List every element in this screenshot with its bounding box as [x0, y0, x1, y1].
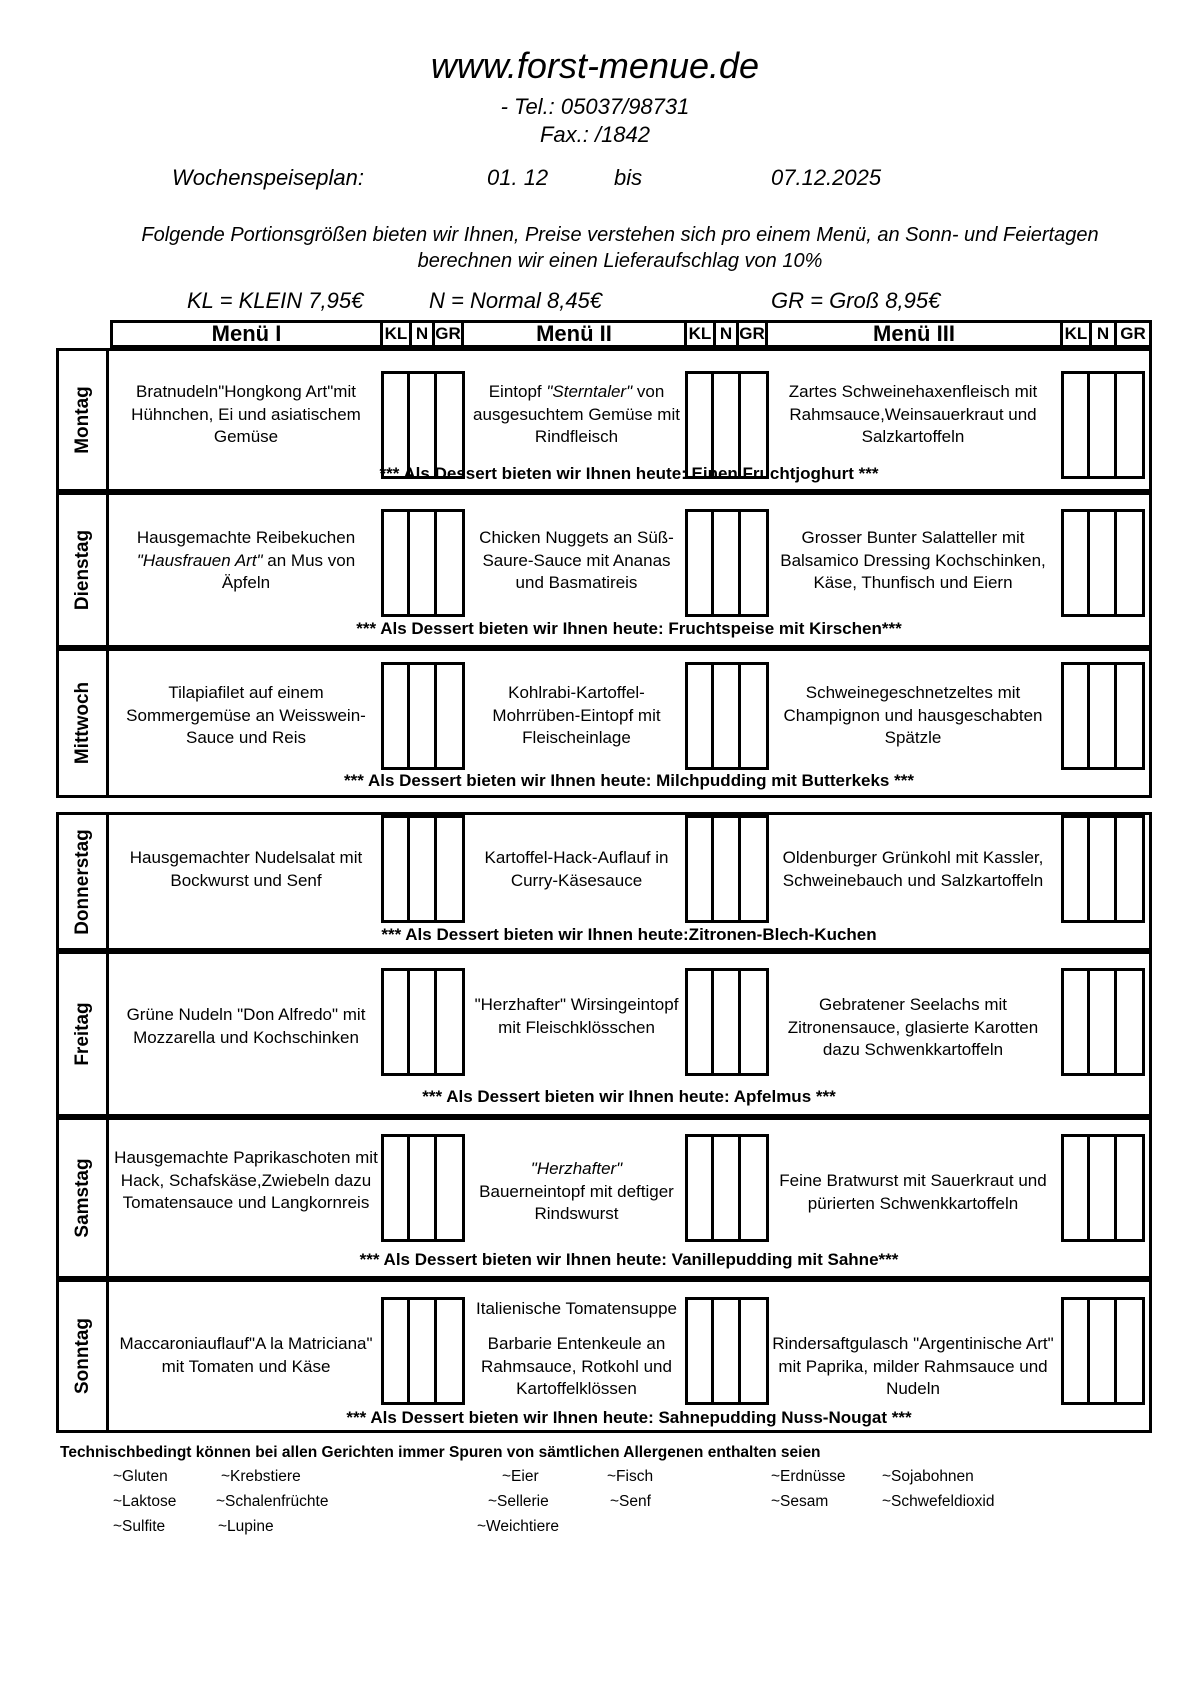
day-row-donnerstag [56, 812, 1152, 951]
allergen-item: ~Sellerie [488, 1493, 549, 1510]
order-boxes-menu1[interactable] [381, 968, 465, 1076]
menu1-dish: Hausgemachte Reibekuchen "Hausfrauen Art" an Mus von Äpfeln [136, 528, 356, 592]
price-klein: KL = KLEIN 7,95€ [187, 288, 364, 313]
website-title: www.forst-menue.de [430, 45, 760, 86]
order-boxes-menu3[interactable] [1061, 371, 1145, 479]
menu2-dish: Chicken Nuggets an Süß-Saure-Sauce mit Ananas und Basmatireis [479, 528, 674, 592]
kl-header: KL [688, 324, 712, 343]
gr-header: GR [435, 324, 461, 343]
order-boxes-menu2[interactable] [685, 1134, 769, 1242]
allergen-item: ~Schalenfrüchte [216, 1493, 329, 1510]
day-label-cell [59, 1282, 109, 1430]
order-boxes-menu2[interactable] [685, 815, 769, 923]
order-boxes-menu1[interactable] [381, 509, 465, 617]
day-name: Donnerstag [71, 828, 93, 935]
menu2-dish: Eintopf "Sterntaler" von ausgesuchtem Gemüse mit Rindfleisch [473, 382, 680, 446]
allergen-item: ~Sesam [771, 1493, 829, 1510]
menu1-dish: Grüne Nudeln "Don Alfredo" mit Mozzarella und Kochschinken [126, 1005, 366, 1047]
day-name: Sonntag [71, 1318, 93, 1394]
day-label-cell [59, 495, 109, 645]
order-boxes-menu1[interactable] [381, 1134, 465, 1242]
allergen-item: ~Weichtiere [477, 1518, 559, 1535]
dessert-line: *** Als Dessert bieten wir Ihnen heute: Fruchtspeise mit Kirschen*** [356, 619, 902, 638]
n-header: N [1096, 324, 1110, 343]
order-boxes-menu2[interactable] [685, 968, 769, 1076]
kl-header: KL [384, 324, 408, 343]
dessert-line: *** Als Dessert bieten wir Ihnen heute: Einen Fruchtjoghurt *** [379, 464, 879, 483]
day-row-sonntag [56, 1279, 1152, 1433]
order-boxes-menu1[interactable] [381, 371, 465, 479]
day-label-cell [59, 1120, 109, 1276]
menu2-dish: "Herzhafter" Wirsingeintopf mit Fleischklösschen [474, 995, 679, 1037]
order-boxes-menu2[interactable] [685, 1297, 769, 1405]
price-gross: GR = Groß 8,95€ [771, 288, 941, 313]
menu2-dish: Kohlrabi-Kartoffel-Mohrrüben-Eintopf mit Fleischeinlage [492, 683, 661, 747]
n-header: N [719, 324, 733, 343]
day-name: Mittwoch [71, 681, 93, 765]
day-label-cell [59, 815, 109, 948]
day-name: Montag [71, 386, 93, 454]
allergen-item: ~Laktose [113, 1493, 177, 1510]
day-name: Samstag [71, 1158, 93, 1238]
allergen-item: ~Fisch [607, 1468, 654, 1485]
menu3-dish: Feine Bratwurst mit Sauerkraut und pürierten Schwenkkartoffeln [779, 1171, 1047, 1213]
order-boxes-menu3[interactable] [1061, 509, 1145, 617]
gr-header: GR [1120, 324, 1146, 343]
dessert-line: *** Als Dessert bieten wir Ihnen heute:Zitronen-Blech-Kuchen [381, 925, 877, 944]
dessert-line: *** Als Dessert bieten wir Ihnen heute: Apfelmus *** [422, 1087, 836, 1106]
kl-header: KL [1064, 324, 1088, 343]
menu3-dish: Zartes Schweinehaxenfleisch mit Rahmsauce,Weinsauerkraut und Salzkartoffeln [788, 382, 1038, 446]
order-boxes-menu3[interactable] [1061, 1297, 1145, 1405]
menu3-dish: Oldenburger Grünkohl mit Kassler, Schweinebauch und Salzkartoffeln [782, 848, 1044, 890]
menu1-header: Menü I [211, 321, 282, 346]
allergen-item: ~Eier [502, 1468, 539, 1485]
order-boxes-menu3[interactable] [1061, 1134, 1145, 1242]
order-boxes-menu1[interactable] [381, 815, 465, 923]
phone-number: - Tel.: 05037/98731 [500, 94, 690, 119]
order-boxes-menu2[interactable] [685, 662, 769, 770]
menu1-dish: Hausgemachte Paprikaschoten mit Hack, Schafskäse,Zwiebeln dazu Tomatensauce und Langkornreis [114, 1148, 378, 1212]
day-row-freitag [56, 951, 1152, 1117]
day-name: Freitag [71, 1002, 93, 1066]
menu-header-row [110, 320, 1152, 348]
day-label-cell [59, 651, 109, 795]
allergen-item: ~Sulfite [113, 1518, 166, 1535]
menu2-dish: Kartoffel-Hack-Auflauf in Curry-Käsesauce [484, 848, 669, 890]
menu2-dish: Barbarie Entenkeule an Rahmsauce, Rotkohl und Kartoffelklössen [481, 1334, 672, 1398]
dessert-line: *** Als Dessert bieten wir Ihnen heute: Vanillepudding mit Sahne*** [359, 1250, 899, 1269]
order-boxes-menu3[interactable] [1061, 968, 1145, 1076]
dessert-line: *** Als Dessert bieten wir Ihnen heute: Sahnepudding Nuss-Nougat *** [346, 1408, 912, 1427]
week-to: 07.12.2025 [771, 165, 882, 190]
menu3-dish: Gebratener Seelachs mit Zitronensauce, glasierte Karotten dazu Schwenkkartoffeln [787, 995, 1039, 1059]
day-name: Dienstag [71, 529, 93, 611]
menu3-dish: Schweinegeschnetzeltes mit Champignon und hausgeschabten Spätzle [783, 683, 1043, 747]
day-row-montag [56, 348, 1152, 492]
menu1-dish: Hausgemachter Nudelsalat mit Bockwurst und Senf [129, 848, 363, 890]
week-from: 01. 12 [487, 165, 549, 190]
menu3-header: Menü III [873, 321, 955, 346]
order-boxes-menu3[interactable] [1061, 815, 1145, 923]
menu3-dish: Rindersaftgulasch "Argentinische Art" mit Paprika, milder Rahmsauce und Nudeln [772, 1334, 1054, 1398]
allergen-item: ~Lupine [218, 1518, 274, 1535]
day-row-dienstag [56, 492, 1152, 648]
soup-of-day: Italienische Tomatensuppe [476, 1299, 677, 1318]
fax-number: Fax.: /1842 [539, 122, 651, 147]
allergen-note: Technischbedingt können bei allen Gerichten immer Spuren von sämtlichen Allergenen enthalten seien [60, 1444, 821, 1461]
menu2-header: Menü II [536, 321, 612, 346]
allergen-item: ~Sojabohnen [882, 1468, 974, 1485]
day-row-mittwoch [56, 648, 1152, 798]
order-boxes-menu3[interactable] [1061, 662, 1145, 770]
menu1-dish: Maccaroniauflauf"A la Matriciana" mit Tomaten und Käse [119, 1334, 373, 1376]
day-label-cell [59, 954, 109, 1114]
price-normal: N = Normal 8,45€ [429, 288, 603, 313]
allergen-item: ~Senf [610, 1493, 651, 1510]
allergen-item: ~Gluten [113, 1468, 168, 1485]
allergen-item: ~Krebstiere [221, 1468, 301, 1485]
menu1-dish: Bratnudeln"Hongkong Art"mit Hühnchen, Ei und asiatischem Gemüse [131, 382, 361, 446]
allergen-item: ~Schwefeldioxid [882, 1493, 995, 1510]
day-row-samstag [56, 1117, 1152, 1279]
week-label: Wochenspeiseplan: [172, 165, 365, 190]
dessert-line: *** Als Dessert bieten wir Ihnen heute: Milchpudding mit Butterkeks *** [344, 771, 914, 790]
order-boxes-menu1[interactable] [381, 1297, 465, 1405]
week-bis: bis [614, 165, 643, 190]
day-label-cell [59, 351, 109, 489]
gr-header: GR [739, 324, 765, 343]
menu2-dish: "Herzhafter" Bauerneintopf mit deftiger Rindswurst [479, 1159, 674, 1223]
portion-note: Folgende Portionsgrößen bieten wir Ihnen, Preise verstehen sich pro einem Menü, an Sonn- und Feiertagen berechnen wir einen Lieferaufschlag von 10% [141, 224, 1099, 272]
order-boxes-menu2[interactable] [685, 371, 769, 479]
menu3-dish: Grosser Bunter Salatteller mit Balsamico Dressing Kochschinken, Käse, Thunfisch und Eiern [780, 528, 1046, 592]
n-header: N [415, 324, 429, 343]
order-boxes-menu2[interactable] [685, 509, 769, 617]
allergen-item: ~Erdnüsse [771, 1468, 846, 1485]
menu1-dish: Tilapiafilet auf einem Sommergemüse an Weisswein-Sauce und Reis [126, 683, 366, 747]
order-boxes-menu1[interactable] [381, 662, 465, 770]
